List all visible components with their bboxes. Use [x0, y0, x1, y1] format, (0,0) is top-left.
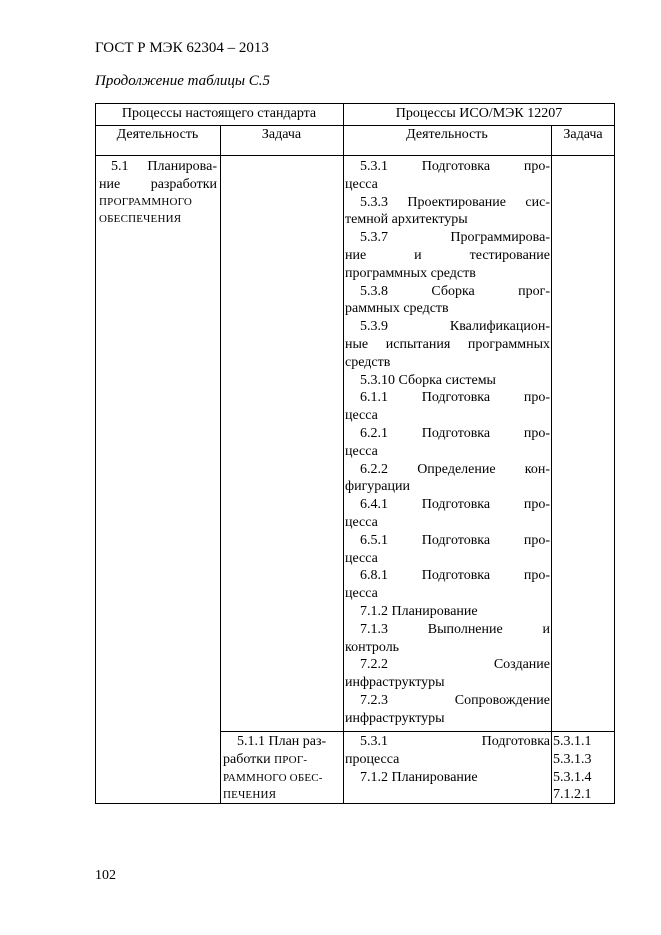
activity-title-part: ПРОГРАММНОГО	[99, 195, 193, 208]
activity-title-part: ОБЕСПЕЧЕНИЯ	[99, 213, 182, 226]
iso-task: 7.1.2.1	[553, 787, 592, 803]
iso-activity-entry	[345, 229, 550, 282]
iso-activity-entry	[345, 496, 550, 532]
document-header: ГОСТ Р МЭК 62304 – 2013	[95, 40, 269, 56]
column-header-iso-task: Задача	[563, 127, 603, 142]
iso-activity-line: 5.3.8 Сборка прог-	[360, 283, 550, 299]
iso-activity-entry	[345, 461, 550, 497]
iso-activity-line: 5.3.3 Проектирование сис-	[360, 194, 550, 210]
iso-activity-line: 6.5.1 Подготовка про-	[360, 532, 550, 548]
mapping-table	[95, 103, 615, 804]
iso-activity-line: цесса	[345, 443, 378, 459]
iso-activity-list	[345, 158, 550, 728]
iso-activity-entry	[345, 283, 550, 319]
iso-activity-line: процесса	[345, 751, 400, 767]
iso-activity-line: цесса	[345, 176, 378, 192]
column-header-activity: Деятельность	[116, 127, 199, 142]
iso-activity-line: раммных средств	[345, 301, 449, 317]
iso-activity-line: 7.2.3 Сопровождение	[360, 692, 550, 708]
task-line: РАММНОГО ОБЕС-	[223, 771, 323, 784]
page-number: 102	[95, 868, 116, 883]
iso-activity-line: ные испытания программных	[345, 336, 550, 352]
task-line: 5.1.1 План раз-	[237, 734, 327, 749]
iso-activity-entry	[345, 389, 550, 425]
group-header-standard: Процессы настоящего стандарта	[121, 106, 317, 121]
iso-activity-entry	[345, 372, 550, 390]
iso-activity-line: цесса	[345, 408, 378, 424]
column-divider	[220, 126, 221, 803]
iso-activity-entry	[345, 769, 550, 787]
iso-activity-entry	[345, 318, 550, 371]
task-cell	[223, 733, 340, 805]
task-line: ПЕЧЕНИЯ	[223, 789, 277, 802]
iso-task: 5.3.1.3	[553, 751, 592, 767]
iso-activity-line: программных средств	[345, 265, 476, 281]
activity-title-part: ние	[99, 176, 121, 192]
task-line: работки	[223, 751, 271, 767]
iso-task: 5.3.1.4	[553, 769, 592, 785]
iso-activity-entry	[345, 603, 550, 621]
column-divider	[551, 126, 552, 803]
iso-activity-entry	[345, 656, 550, 692]
iso-activity-line: инфраструктуры	[345, 710, 445, 726]
iso-activity-line: ние и тестирование	[345, 247, 550, 263]
column-divider	[343, 104, 344, 803]
iso-task: 5.3.1.1	[553, 734, 592, 749]
iso-activity-line: 5.3.1 Подготовка	[360, 734, 550, 749]
iso-activity-line: 7.1.2 Планирование	[360, 603, 478, 619]
activity-title-part: Планирова-	[147, 159, 217, 174]
iso-activity-line: 5.3.1 Подготовка про-	[360, 159, 550, 174]
iso-activity-line: 6.1.1 Подготовка про-	[360, 390, 550, 406]
iso-activity-entry	[345, 567, 550, 603]
table-caption: Продолжение таблицы С.5	[95, 73, 271, 89]
iso-activity-line: 7.2.2 Создание	[360, 657, 550, 673]
iso-activity-line: 6.4.1 Подготовка про-	[360, 497, 550, 513]
iso-activity-line: цесса	[345, 514, 378, 530]
row-divider	[95, 155, 615, 156]
column-header-iso-activity: Деятельность	[406, 127, 488, 142]
iso-activity-line: 6.2.1 Подготовка про-	[360, 425, 550, 441]
iso-activity-line: 5.3.7 Программирова-	[360, 230, 550, 246]
iso-activity-line: контроль	[345, 639, 400, 655]
iso-activity-entry	[345, 621, 550, 657]
column-header-task: Задача	[261, 127, 302, 142]
task-iso-activity-list	[345, 733, 550, 786]
table-border-right	[614, 104, 615, 803]
iso-activity-line: цесса	[345, 586, 378, 602]
iso-activity-line: цесса	[345, 550, 378, 566]
iso-activity-entry	[345, 532, 550, 568]
activity-title-part: разработки	[150, 176, 217, 192]
activity-number: 5.1	[111, 159, 129, 174]
iso-activity-line: 6.2.2 Определение кон-	[360, 461, 550, 477]
table-border-left	[95, 104, 96, 803]
iso-activity-entry	[345, 158, 550, 194]
iso-activity-line: темной архитектуры	[345, 212, 468, 228]
iso-activity-line: средств	[345, 354, 391, 370]
iso-activity-line: 6.8.1 Подготовка про-	[360, 568, 550, 584]
iso-activity-line: инфраструктуры	[345, 675, 445, 691]
group-header-iso: Процессы ИСО/МЭК 12207	[395, 106, 563, 121]
iso-activity-entry	[345, 692, 550, 728]
iso-activity-line: 7.1.2 Планирование	[360, 769, 478, 785]
iso-activity-line: 5.3.9 Квалификацион-	[360, 319, 550, 335]
iso-task-list	[553, 733, 613, 804]
iso-activity-entry	[345, 194, 550, 230]
iso-activity-line: фигурации	[345, 479, 410, 495]
iso-activity-entry	[345, 425, 550, 461]
iso-activity-line: 5.3.10 Сборка системы	[360, 372, 496, 388]
row-divider	[220, 731, 615, 732]
activity-cell	[99, 158, 217, 229]
iso-activity-line: 7.1.3 Выполнение и	[360, 621, 550, 637]
task-line: ПРОГ-	[274, 753, 308, 766]
iso-activity-entry	[345, 733, 550, 769]
